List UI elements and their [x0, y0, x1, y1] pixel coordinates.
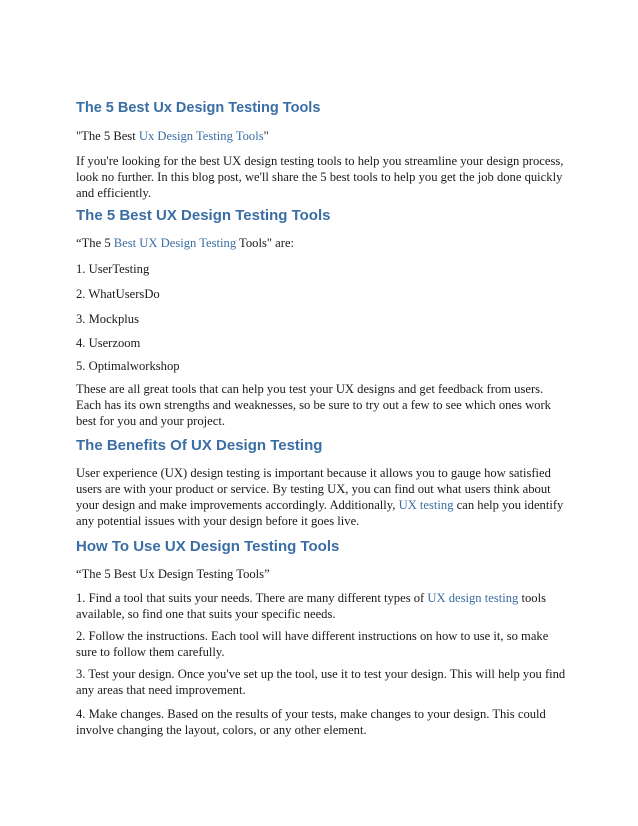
ux-testing-link[interactable]: UX testing	[398, 498, 454, 512]
benefits-text-pre: User experience (UX) design testing is important because it allows you to gauge how satisfied users are with your product or service. By testing UX, you can find out what users think about your design and make improvements accordingly. Additionally,	[76, 466, 551, 512]
step-1-pre: 1. Find a tool that suits your needs. There are many different types of	[76, 591, 428, 605]
list-item: 3. Mockplus	[76, 312, 139, 326]
list-item: 1. UserTesting	[76, 262, 150, 276]
step-1-post: tools available, so find one that suits your specific needs.	[76, 591, 546, 621]
list-item: 2. WhatUsersDo	[76, 287, 160, 301]
ux-design-testing-link[interactable]: UX design testing	[427, 591, 519, 605]
section-heading-benefits: The Benefits Of UX Design Testing	[76, 437, 323, 454]
doc-title: The 5 Best Ux Design Testing Tools	[76, 100, 321, 116]
step-3: 3. Test your design. Once you've set up the tool, use it to test your design. This will help you find any areas that need improvement.	[76, 667, 566, 697]
step-1	[76, 590, 568, 622]
benefits-paragraph	[76, 465, 568, 529]
tools-lead-link[interactable]: Best UX Design Testing	[113, 236, 237, 250]
doc-subtitle	[76, 128, 568, 144]
subtitle-link[interactable]: Ux Design Testing Tools	[138, 129, 264, 143]
tools-lead-pre: “The 5	[76, 236, 114, 250]
list-item: 4. Userzoom	[76, 336, 141, 350]
section-heading-how-to: How To Use UX Design Testing Tools	[76, 538, 340, 555]
tools-lead	[76, 235, 568, 251]
step-2: 2. Follow the instructions. Each tool will have different instructions on how to use it, so make sure to follow them carefully.	[76, 629, 549, 659]
subtitle-text-post: "	[263, 129, 269, 143]
benefits-text-post: can help you identify any potential issues with your design before it goes live.	[76, 498, 564, 528]
subtitle-text-pre: "The 5 Best	[76, 129, 139, 143]
intro-paragraph: If you're looking for the best UX design testing tools to help you streamline your design process, look no further. In this blog post, we'll share the 5 best tools to help you get the job done quickly and efficiently.	[76, 154, 564, 200]
tools-summary: These are all great tools that can help you test your UX designs and get feedback from users. Each has its own strengths and weaknesses, so be sure to try out a few to see which ones work best for you and your project.	[76, 382, 551, 428]
tools-lead-post: Tools" are:	[236, 236, 295, 250]
how-to-lead: “The 5 Best Ux Design Testing Tools”	[76, 567, 270, 581]
step-4: 4. Make changes. Based on the results of your tests, make changes to your design. This could involve changing the layout, colors, or any other element.	[76, 707, 546, 737]
list-item: 5. Optimalworkshop	[76, 359, 180, 373]
section-heading-best-tools: The 5 Best UX Design Testing Tools	[76, 207, 331, 224]
